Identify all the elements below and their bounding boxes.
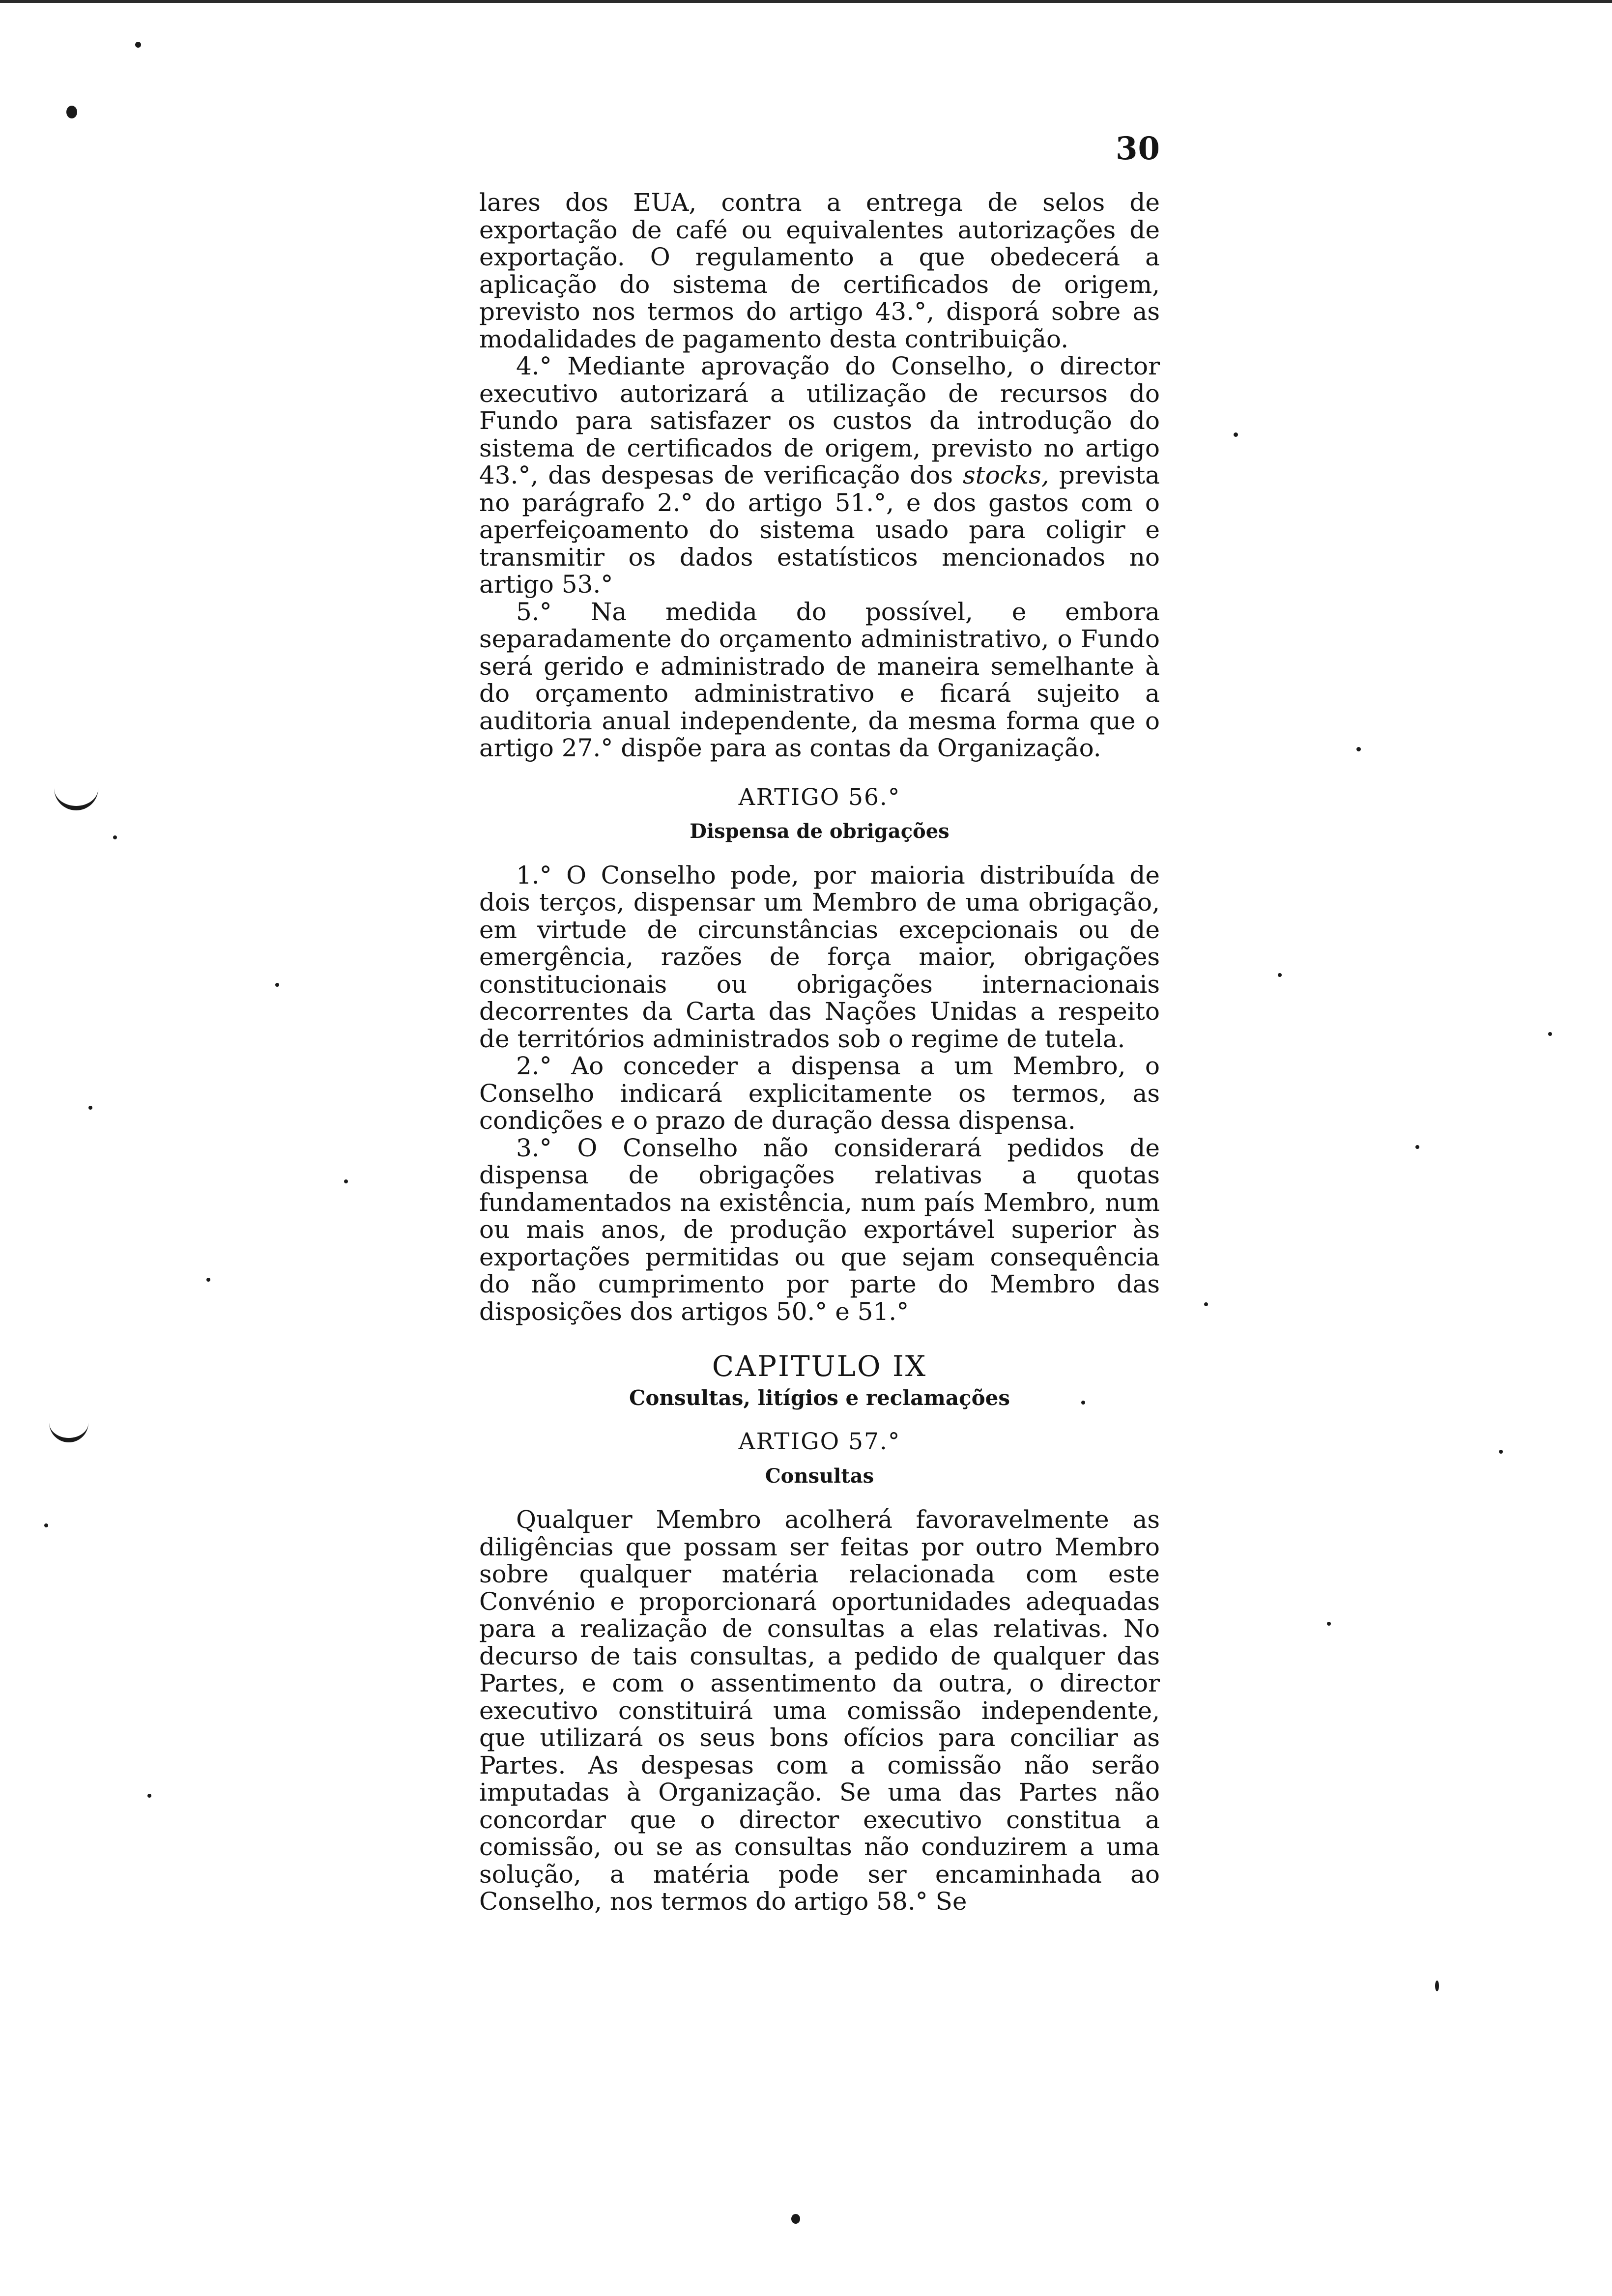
scan-speck xyxy=(1548,1032,1552,1036)
scan-speck xyxy=(135,42,141,48)
scan-speck xyxy=(113,835,117,839)
scan-speck xyxy=(344,1179,348,1183)
scan-mark xyxy=(49,1420,88,1442)
article-57-subheading: Consultas xyxy=(765,1464,874,1488)
article-56-heading: ARTIGO 56.° xyxy=(738,783,901,811)
scan-speck xyxy=(1435,1980,1439,1991)
scan-speck xyxy=(1234,432,1238,437)
scan-speck xyxy=(1499,1450,1503,1454)
scan-speck xyxy=(66,106,77,118)
article-56-paragraph-3: 3.° O Conselho não considerará pedidos de dispensa de obrigações relativas a quotas fundamentados na existência, num país Membro, num ou mais anos, de produção exportável superior às exportações permitidas ou que sejam consequência do não cumprimento por parte do Membro das disposições dos artigos 50.° e 51.° xyxy=(479,1133,1160,1326)
scan-speck xyxy=(1356,747,1361,751)
article-56-subheading: Dispensa de obrigações xyxy=(690,820,950,843)
article-57-heading: ARTIGO 57.° xyxy=(738,1428,901,1455)
scan-mark xyxy=(54,786,98,810)
paragraph-item-4-text-b: prevista no parágrafo 2.° do artigo 51.°, e dos gastos com o aperfeiçoamento do sistema usado para coligir e transmitir os dados estatísticos mencionados no artigo 53.° xyxy=(479,461,1160,599)
article-57-paragraph-1: Qualquer Membro acolherá favoravelmente as diligências que possam ser feitas por outro Membro sobre qualquer matéria relacionada com este Convénio e proporcionará oportunidades adequadas para a realização de consultas a elas relativas. No decurso de tais consultas, a pedido de qualquer das Partes, e com o assentimento da outra, o director executivo constituirá uma comissão independente, que utilizará os seus bons ofícios para conciliar as Partes. As despesas com a comissão não serão imputadas à Organização. Se uma das Partes não concordar que o director executivo constitua a comissão, ou se as consultas não conduzirem a uma solução, a matéria pode ser encaminhada ao Conselho, nos termos do artigo 58.° Se xyxy=(479,1505,1160,1916)
article-56-paragraph-2: 2.° Ao conceder a dispensa a um Membro, o Conselho indicará explicitamente os termos, as condições e o prazo de duração dessa dispensa. xyxy=(479,1052,1160,1135)
scan-speck xyxy=(147,1794,151,1798)
scan-speck xyxy=(791,2214,800,2224)
scan-speck xyxy=(44,1523,48,1527)
scan-speck xyxy=(1278,973,1282,977)
scan-speck xyxy=(1415,1145,1419,1149)
scan-speck xyxy=(1204,1302,1208,1306)
scan-speck xyxy=(206,1278,210,1282)
page-top-edge xyxy=(0,0,1612,3)
scan-speck xyxy=(1327,1622,1331,1626)
chapter-9-heading: CAPITULO IX xyxy=(712,1349,927,1383)
text-column xyxy=(479,189,1160,1916)
page-number: 30 xyxy=(1116,130,1161,167)
paragraph-item-4-italic: stocks, xyxy=(962,461,1049,489)
scan-speck xyxy=(275,983,279,987)
paragraph-continuation: lares dos EUA, contra a entrega de selos de exportação de café ou equivalentes autorizações de exportação. O regulamento a que obedecerá a aplicação do sistema de certificados de origem, previsto nos termos do artigo 43.°, disporá sobre as modalidades de pagamento desta contribuição. xyxy=(479,188,1160,353)
paragraph-item-4-text-a: 4.° Mediante aprovação do Conselho, o director executivo autorizará a utilização de recursos do Fundo para satisfazer os custos da introdução do sistema de certificados de origem, previsto no artigo 43.°, das despesas de verificação dos xyxy=(479,352,1160,489)
paragraph-item-4 xyxy=(479,353,1160,599)
scan-speck xyxy=(1081,1401,1085,1405)
paragraph-item-5: 5.° Na medida do possível, e embora separadamente do orçamento administrativo, o Fundo será gerido e administrado de maneira semelhante à do orçamento administrativo e ficará sujeito a auditoria anual independente, da mesma forma que o artigo 27.° dispõe para as contas da Organização. xyxy=(479,597,1160,762)
chapter-9-subheading: Consultas, litígios e reclamações xyxy=(629,1385,1010,1410)
scan-speck xyxy=(88,1106,92,1110)
article-56-paragraph-1: 1.° O Conselho pode, por maioria distribuída de dois terços, dispensar um Membro de uma obrigação, em virtude de circunstâncias excepcionais ou de emergência, razões de força maior, obrigações constitucionais ou obrigações internacionais decorrentes da Carta das Nações Unidas a respeito de territórios administrados sob o regime de tutela. xyxy=(479,861,1160,1053)
